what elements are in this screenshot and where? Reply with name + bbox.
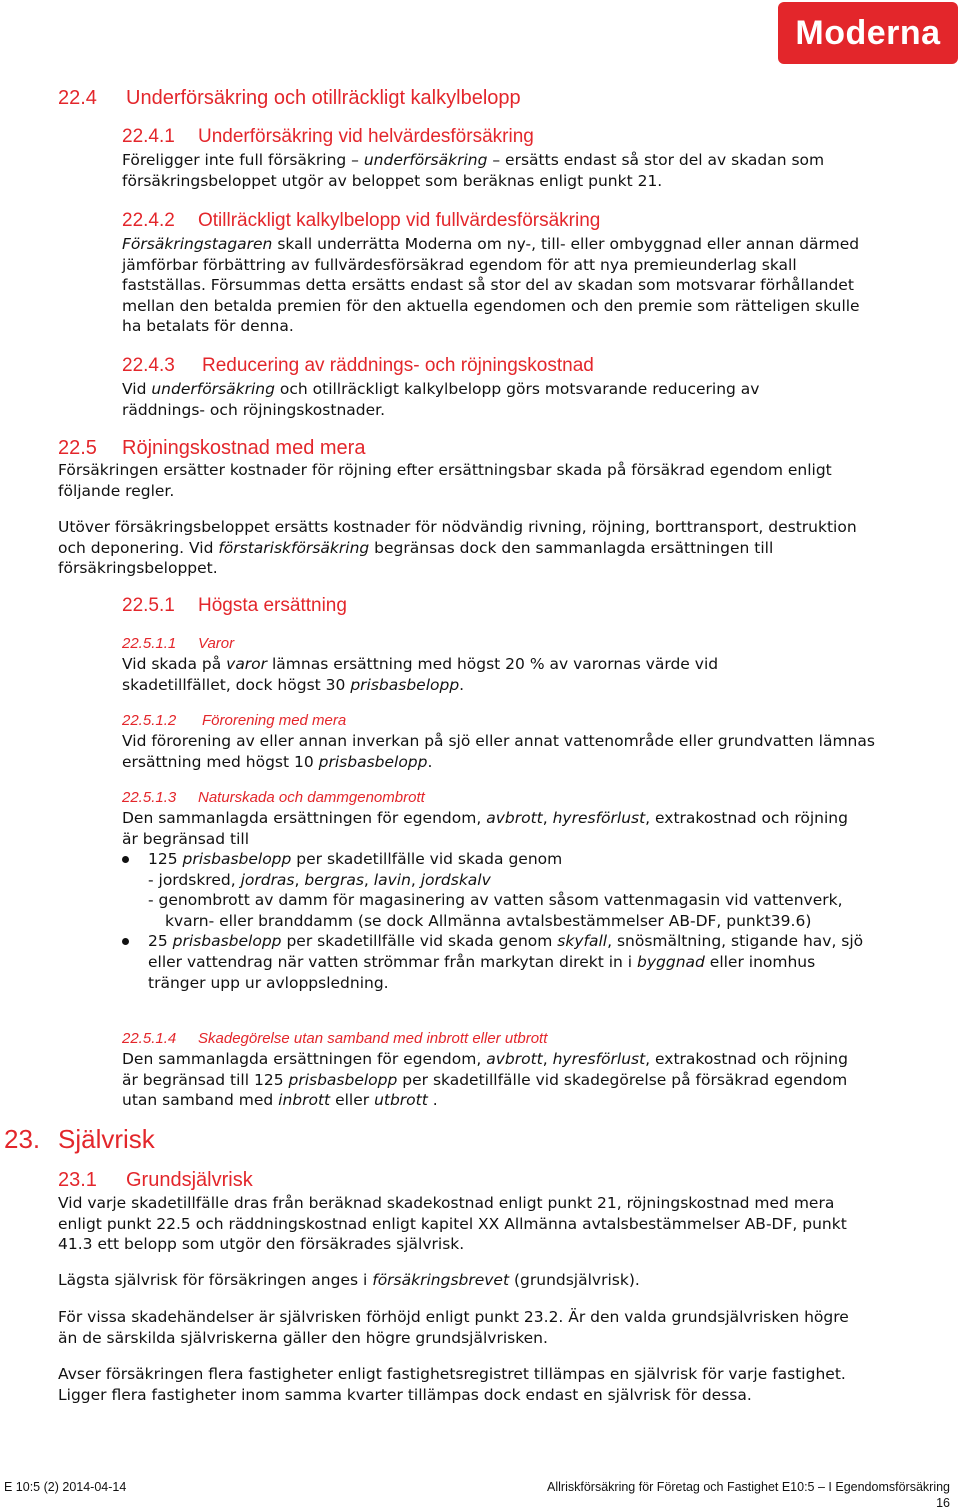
- paragraph-23-1-1: [58, 1193, 858, 1255]
- text: begränsas dock den sammanlagda ersättningen till försäkringsbeloppet.: [58, 538, 774, 578]
- term: prisbasbelopp: [350, 675, 460, 694]
- heading-number: 22.5.1.1: [122, 635, 177, 652]
- term: bergras: [304, 870, 364, 889]
- text: eller inomhus tränger upp ur avloppsledning.: [148, 952, 816, 992]
- heading-number: 22.5: [58, 437, 97, 459]
- term: inbrott: [278, 1091, 331, 1110]
- paragraph-22-5-1-3: [122, 808, 862, 849]
- heading-title: Naturskada och dammgenombrott: [198, 789, 425, 806]
- heading-23: [4, 1124, 155, 1154]
- text: (grundsjälvrisk).: [509, 1271, 640, 1289]
- text: .: [459, 675, 465, 694]
- heading-22-5-1-2: [122, 712, 346, 730]
- paragraph-22-4-1: [122, 150, 862, 191]
- term: jordras: [240, 870, 295, 889]
- heading-title: Underförsäkring och otillräckligt kalkylbelopp: [126, 87, 521, 109]
- term: försäkringsbrevet: [372, 1271, 510, 1289]
- text: Den sammanlagda ersättningen för egendom,: [122, 809, 487, 827]
- text: ,: [542, 1050, 553, 1068]
- heading-title: Högsta ersättning: [198, 595, 347, 616]
- text: Vid: [122, 380, 152, 398]
- moderna-logo: [778, 2, 958, 64]
- text: - genombrott av damm för magasinering av vatten såsom vattenmagasin vid vattenverk, kvarn- eller branddamm (se dock Allmänna avtalsbestämmelser AB-DF, punkt39.6): [148, 891, 843, 930]
- page-number: 16: [936, 1496, 950, 1510]
- text: ,: [410, 870, 421, 889]
- list-item: [148, 931, 868, 993]
- text: och otillräckligt kalkylbelopp görs motsvarande reducering av räddnings- och röjningskostnader.: [122, 380, 760, 419]
- term: Försäkringstagaren: [122, 235, 273, 253]
- text: per skadetillfälle vid skadegörelse på försäkrad egendom utan samband med: [122, 1070, 848, 1110]
- term: jordskalv: [420, 870, 491, 889]
- text: ,: [542, 809, 553, 827]
- text: , snösmältning, stigande hav, sjö eller vattendrag när vatten strömmar från markytan direkt in i: [148, 932, 864, 971]
- paragraph-23-1-2: [58, 1270, 858, 1291]
- heading-number: 22.5.1: [122, 595, 175, 616]
- term: underförsäkring: [151, 380, 275, 398]
- list-subitem: [148, 890, 868, 931]
- footer-document-code: E 10:5 (2) 2014-04-14: [4, 1480, 127, 1494]
- heading-number: 22.5.1.3: [122, 789, 177, 806]
- term: prisbasbelopp: [172, 932, 282, 951]
- heading-22-5-1-3: [122, 789, 425, 807]
- heading-22-4: [58, 86, 521, 110]
- term: utbrott: [374, 1091, 428, 1110]
- text: – ersätts endast så stor del av skadan som försäkringsbeloppet utgör av beloppet som beräknas enligt punkt 21.: [122, 151, 825, 190]
- heading-22-5-1-4: [122, 1030, 547, 1048]
- text: per skadetillfälle vid skada genom: [281, 932, 558, 951]
- paragraph-22-4-3: [122, 379, 842, 420]
- text: Den sammanlagda ersättningen för egendom,: [122, 1050, 487, 1068]
- heading-number: 22.4.1: [122, 126, 175, 147]
- heading-22-4-3: [122, 355, 594, 377]
- text: lämnas ersättning med högst 20 % av varornas värde vid skadetillfället, dock högst 30: [122, 655, 719, 694]
- list-22-5-1-3: [148, 849, 868, 993]
- term: prisbasbelopp: [182, 850, 292, 868]
- heading-title: Underförsäkring vid helvärdesförsäkring: [198, 126, 534, 147]
- term: förstariskförsäkring: [218, 538, 370, 557]
- logo-text: Moderna: [795, 13, 941, 52]
- heading-title: Grundsjälvrisk: [126, 1169, 253, 1191]
- list-subitem: [148, 870, 868, 891]
- paragraph-22-4-2: [122, 234, 862, 337]
- heading-number: 22.5.1.2: [122, 712, 177, 729]
- text: per skadetillfälle vid skada genom: [291, 850, 563, 868]
- heading-title: Självrisk: [58, 1124, 155, 1154]
- term: underförsäkring: [363, 151, 488, 169]
- term: varor: [226, 655, 268, 673]
- heading-title: Varor: [198, 635, 235, 652]
- paragraph-22-5-1: [58, 460, 858, 501]
- text: , extrakostnad och röjning är begränsad till 125: [122, 1050, 848, 1089]
- paragraph-23-1-4: [58, 1364, 848, 1405]
- heading-23-1: [58, 1168, 253, 1192]
- text: Vid skada på: [122, 655, 227, 673]
- text: skall underrätta Moderna om ny-, till- eller ombyggnad eller annan därmed jämförbar förbättring av fullvärdesförsäkrad egendom för att nya premieunderlag skall fastställas. Försummas detta ersätts endast så stor del av skadan som motsvarar förhållandet mellan den betalda premien för den aktuella egendomen och den premie som rätteligen skulle ha betalats för denna.: [122, 235, 860, 336]
- heading-22-4-2: [122, 210, 600, 232]
- text: Föreligger inte full försäkring –: [122, 151, 364, 169]
- term: prisbasbelopp: [318, 752, 428, 771]
- heading-22-5-1: [122, 595, 347, 617]
- text: ,: [294, 870, 305, 889]
- text: Vid förorening av eller annan inverkan på sjö eller annat vattenområde eller grundvatten lämnas ersättning med högst 10: [122, 732, 875, 771]
- text: .: [427, 752, 433, 771]
- term: skyfall: [557, 932, 608, 951]
- heading-number: 23.1: [58, 1169, 97, 1191]
- heading-number: 22.4: [58, 87, 97, 109]
- text: , extrakostnad och röjning är begränsad till: [122, 809, 848, 848]
- heading-number: 22.4.2: [122, 210, 175, 231]
- term: hyresförlust: [552, 809, 646, 827]
- paragraph-22-5-1-1: [122, 654, 802, 695]
- text: Försäkringen ersätter kostnader för röjning efter ersättningsbar skada på försäkrad egendom enligt följande regler.: [58, 461, 832, 500]
- term: lavin: [373, 870, 411, 889]
- footer-document-title: Allriskförsäkring för Företag och Fastighet E10:5 – I Egendomsförsäkring: [547, 1480, 950, 1494]
- term: prisbasbelopp: [288, 1070, 398, 1089]
- text: Avser försäkringen flera fastigheter enligt fastighetsregistret tillämpas en självrisk för varje fastighet. Ligger flera fastigheter inom samma kvarter tillämpas dock endast en självrisk för dessa.: [58, 1365, 846, 1404]
- heading-22-5-1-1: [122, 635, 234, 653]
- text: - jordskred,: [148, 870, 241, 889]
- heading-title: Röjningskostnad med mera: [122, 437, 366, 459]
- text: För vissa skadehändelser är självrisken förhöjd enligt punkt 23.2. Är den valda grundsjälvrisken högre än de särskilda självriskerna gäller den högre grundsjälvrisken.: [58, 1308, 849, 1347]
- heading-number: 22.5.1.4: [122, 1030, 177, 1047]
- text: Lägsta självrisk för försäkringen anges i: [58, 1271, 373, 1289]
- heading-22-4-1: [122, 126, 534, 148]
- paragraph-22-5-2: [58, 517, 858, 579]
- text: 125: [148, 850, 183, 868]
- paragraph-23-1-3: [58, 1307, 858, 1348]
- text: Utöver försäkringsbeloppet ersätts kostnader för nödvändig rivning, röjning, borttransport, destruktion och deponering. Vid: [58, 518, 857, 557]
- heading-title: Skadegörelse utan samband med inbrott eller utbrott: [198, 1030, 548, 1047]
- text: 25: [148, 932, 173, 951]
- text: .: [427, 1091, 438, 1110]
- text: eller: [330, 1091, 375, 1110]
- paragraph-22-5-1-4: [122, 1049, 862, 1111]
- term: avbrott: [486, 1050, 543, 1068]
- term: hyresförlust: [552, 1050, 646, 1068]
- term: byggnad: [637, 952, 705, 971]
- heading-title: Förorening med mera: [202, 712, 347, 729]
- heading-title: Otillräckligt kalkylbelopp vid fullvärdesförsäkring: [198, 210, 601, 231]
- heading-title: Reducering av räddnings- och röjningskostnad: [202, 355, 594, 376]
- text: ,: [363, 870, 374, 889]
- term: avbrott: [486, 809, 543, 827]
- heading-22-5: [58, 436, 365, 460]
- list-item: [148, 849, 868, 870]
- paragraph-22-5-1-2: [122, 731, 882, 772]
- heading-number: 23.: [4, 1124, 41, 1154]
- heading-number: 22.4.3: [122, 355, 175, 376]
- text: Vid varje skadetillfälle dras från beräknad skadekostnad enligt punkt 21, röjningskostnad med mera enligt punkt 22.5 och räddningskostnad enligt kapitel XX Allmänna avtalsbestämmelser AB-DF, punkt 41.3 ett belopp som utgör den försäkrades självrisk.: [58, 1194, 847, 1254]
